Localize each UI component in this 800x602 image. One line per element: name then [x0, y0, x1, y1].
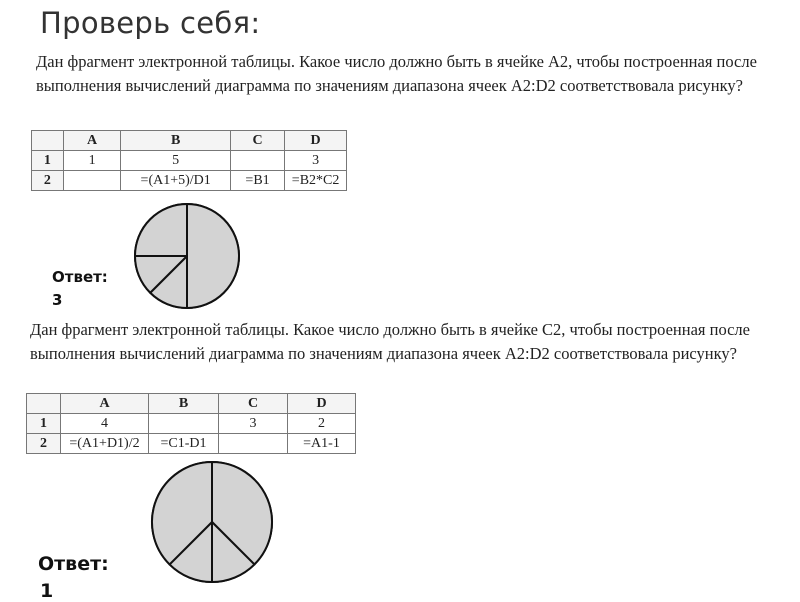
- corner-cell: [27, 394, 61, 414]
- pie-slice-4: [135, 204, 187, 256]
- pie-slice-1: [187, 204, 239, 308]
- cell-B1: 5: [121, 151, 230, 171]
- cell-D1: 3: [285, 151, 347, 171]
- row-header: 2: [32, 171, 64, 191]
- page-title: Проверь себя:: [40, 6, 261, 40]
- cell-B2: =(A1+5)/D1: [121, 171, 230, 191]
- table-row: [32, 171, 347, 191]
- column-header: B: [121, 131, 230, 151]
- column-header: A: [61, 394, 149, 414]
- answer-1-value: 3: [52, 291, 63, 309]
- cell-D2: =B2*C2: [285, 171, 347, 191]
- answer-2-value: 1: [40, 580, 54, 602]
- column-header: D: [285, 131, 347, 151]
- cell-C2: [219, 434, 288, 454]
- cell-C1: 3: [219, 414, 288, 434]
- cell-B1: [149, 414, 219, 434]
- pie-chart-2: [150, 460, 274, 584]
- column-header: B: [149, 394, 219, 414]
- cell-C2: =B1: [230, 171, 284, 191]
- question-2-text: Дан фрагмент электронной таблицы. Какое число должно быть в ячейке C2, чтобы построенная после выполнения вычислений диаграмма по значениям диапазона ячеек А2:D2 соответствовала рисунку?: [30, 320, 750, 363]
- cell-D2: =A1-1: [288, 434, 356, 454]
- row-header: 1: [32, 151, 64, 171]
- answer-2-label: Ответ:: [38, 553, 109, 575]
- column-header: A: [63, 131, 121, 151]
- row-header: 1: [27, 414, 61, 434]
- column-header: D: [288, 394, 356, 414]
- cell-C1: [230, 151, 284, 171]
- header-row: [32, 131, 347, 151]
- column-header: C: [230, 131, 284, 151]
- pie-chart-1: [133, 202, 241, 310]
- table-row: [27, 414, 356, 434]
- header-row: [27, 394, 356, 414]
- column-header: C: [219, 394, 288, 414]
- answer-1-label: Ответ:: [52, 268, 108, 286]
- cell-D1: 2: [288, 414, 356, 434]
- spreadsheet-fragment-1: [31, 130, 347, 191]
- cell-A1: 1: [63, 151, 121, 171]
- cell-A1: 4: [61, 414, 149, 434]
- row-header: 2: [27, 434, 61, 454]
- spreadsheet-fragment-2: [26, 393, 356, 454]
- cell-B2: =C1-D1: [149, 434, 219, 454]
- table-row: [27, 434, 356, 454]
- cell-A2: [63, 171, 121, 191]
- question-1-text: Дан фрагмент электронной таблицы. Какое число должно быть в ячейке А2, чтобы построенная после выполнения вычислений диаграмма по значениям диапазона ячеек А2:D2 соответствовала рисунку?: [36, 52, 757, 95]
- corner-cell: [32, 131, 64, 151]
- table-row: [32, 151, 347, 171]
- cell-A2: =(A1+D1)/2: [61, 434, 149, 454]
